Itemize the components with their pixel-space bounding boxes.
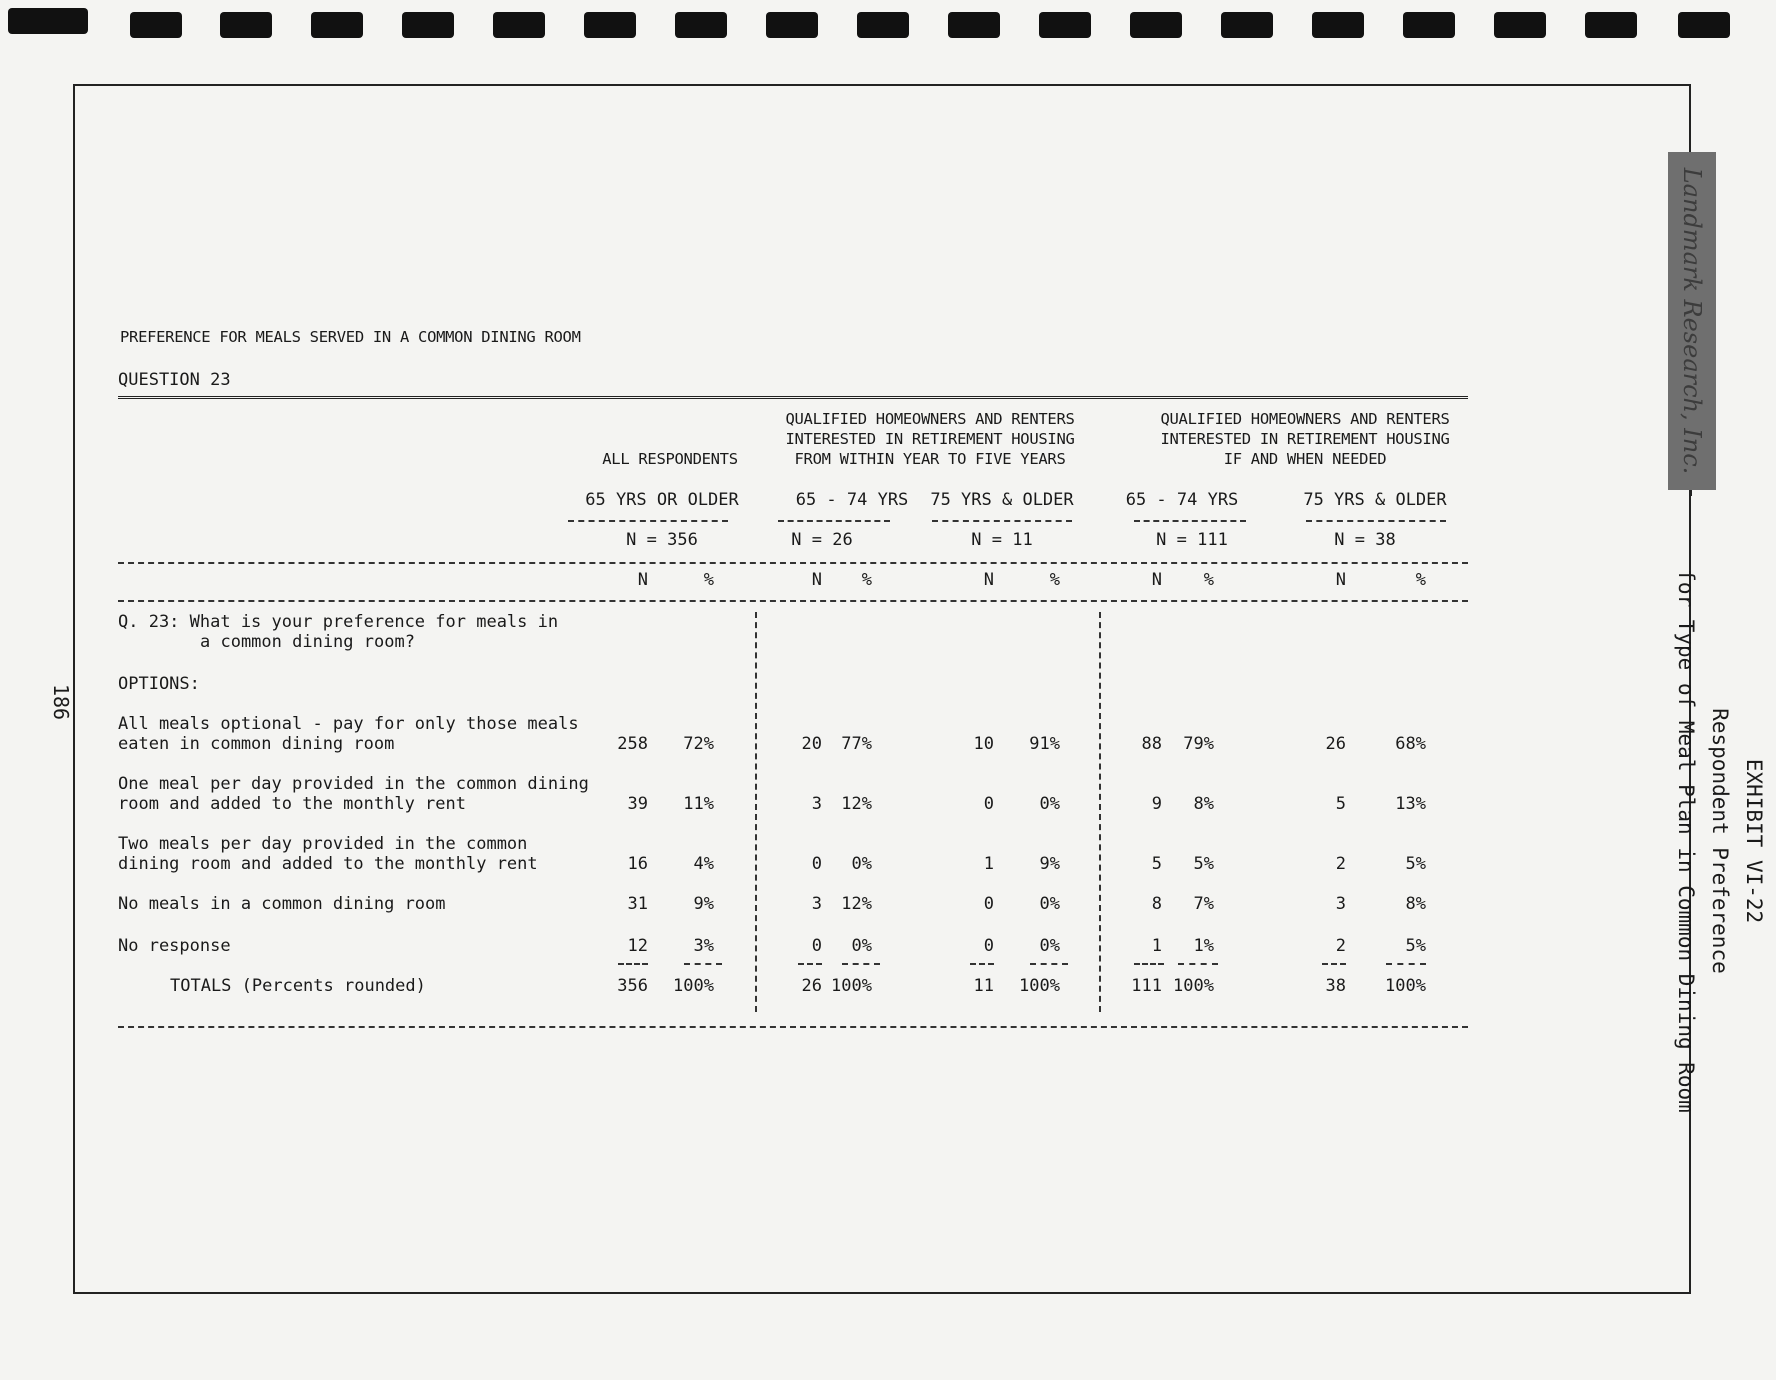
age-header-g1-75-older: 75 YRS & OLDER (930, 490, 1074, 510)
col-header-pct: % (861, 570, 872, 590)
question-label: QUESTION 23 (118, 370, 231, 390)
cell-n: 8 (1151, 894, 1162, 914)
cell-pct: 8% (1193, 794, 1214, 814)
perforation-hole (402, 12, 454, 38)
cell-pct: 1% (1193, 936, 1214, 956)
cell-n: 2 (1335, 854, 1346, 874)
row-label: dining room and added to the monthly rent (118, 854, 538, 874)
group2-header-line-2: INTERESTED IN RETIREMENT HOUSING (1160, 430, 1450, 448)
col-header-n: N (983, 570, 994, 590)
cell-pct: 13% (1395, 794, 1426, 814)
group2-header-line-3: IF AND WHEN NEEDED (1223, 450, 1387, 468)
dashed-rule (118, 600, 1468, 602)
row-label: eaten in common dining room (118, 734, 395, 754)
age-header-all: 65 YRS OR OLDER (585, 490, 739, 510)
cell-n: 12 (627, 936, 648, 956)
cell-n: 10 (973, 734, 994, 754)
n-count-g2-65-74: N = 111 (1156, 530, 1228, 550)
cell-n: 5 (1151, 854, 1162, 874)
page-number: 186 (49, 683, 74, 721)
question-text-line-1: Q. 23: What is your preference for meals in (118, 612, 559, 632)
cell-pct: 7% (1193, 894, 1214, 914)
cell-pct: 0% (851, 854, 872, 874)
perforation-hole (1494, 12, 1546, 38)
cell-pct: 0% (1039, 936, 1060, 956)
cell-n: 39 (627, 794, 648, 814)
perforation-hole (857, 12, 909, 38)
cell-n: 0 (983, 894, 994, 914)
sum-underline (1030, 963, 1068, 965)
cell-n: 31 (627, 894, 648, 914)
cell-pct: 0% (1039, 894, 1060, 914)
cell-n: 258 (617, 734, 648, 754)
sum-underline (1134, 963, 1164, 965)
age-underline (932, 520, 1072, 522)
total-n: 26 (801, 976, 822, 996)
cell-n: 16 (627, 854, 648, 874)
dashed-rule (118, 562, 1468, 564)
cell-n: 1 (983, 854, 994, 874)
group1-header-line-2: INTERESTED IN RETIREMENT HOUSING (785, 430, 1075, 448)
sum-underline (684, 963, 722, 965)
cell-pct: 12% (841, 794, 872, 814)
row-label: Two meals per day provided in the common (118, 834, 528, 854)
cell-pct: 3% (693, 936, 714, 956)
perforation-hole (1039, 12, 1091, 38)
group2-header-line-1: QUALIFIED HOMEOWNERS AND RENTERS (1160, 410, 1450, 428)
cell-n: 5 (1335, 794, 1346, 814)
cell-n: 1 (1151, 936, 1162, 956)
sum-underline (970, 963, 994, 965)
cell-n: 3 (811, 894, 822, 914)
sum-underline (842, 963, 880, 965)
total-n: 356 (617, 976, 648, 996)
cell-n: 0 (983, 794, 994, 814)
cell-n: 3 (811, 794, 822, 814)
n-count-all: N = 356 (626, 530, 698, 550)
total-n: 111 (1131, 976, 1162, 996)
cell-n: 26 (1325, 734, 1346, 754)
total-pct: 100% (673, 976, 714, 996)
total-pct: 100% (1385, 976, 1426, 996)
cell-pct: 5% (1405, 854, 1426, 874)
sum-underline (1178, 963, 1218, 965)
cell-pct: 72% (683, 734, 714, 754)
cell-pct: 79% (1183, 734, 1214, 754)
group1-header-line-3: FROM WITHIN YEAR TO FIVE YEARS (794, 450, 1066, 468)
row-label: No meals in a common dining room (118, 894, 446, 914)
age-header-g2-65-74: 65 - 74 YRS (1125, 490, 1239, 510)
col-header-n: N (1151, 570, 1162, 590)
total-pct: 100% (1019, 976, 1060, 996)
exhibit-title-line-1: Respondent Preference (1708, 708, 1732, 974)
cell-pct: 11% (683, 794, 714, 814)
cell-pct: 5% (1193, 854, 1214, 874)
sum-underline (1322, 963, 1346, 965)
exhibit-number: EXHIBIT VI-22 (1742, 758, 1766, 924)
page-frame (73, 84, 1691, 1294)
cell-n: 0 (983, 936, 994, 956)
total-n: 38 (1325, 976, 1346, 996)
perforation-hole (130, 12, 182, 38)
cell-n: 0 (811, 854, 822, 874)
question-text-line-2: a common dining room? (200, 632, 415, 652)
exhibit-title-line-2: for Type of Meal Plan in Common Dining Room (1674, 569, 1698, 1113)
row-label: All meals optional - pay for only those meals (118, 714, 579, 734)
col-header-n: N (1335, 570, 1346, 590)
cell-pct: 0% (851, 936, 872, 956)
cell-pct: 8% (1405, 894, 1426, 914)
age-underline (568, 520, 728, 522)
cell-pct: 5% (1405, 936, 1426, 956)
perforation-hole (1678, 12, 1730, 38)
perforation-hole (1130, 12, 1182, 38)
row-label: No response (118, 936, 231, 956)
age-header-g1-65-74: 65 - 74 YRS (795, 490, 909, 510)
total-pct: 100% (1173, 976, 1214, 996)
cell-pct: 68% (1395, 734, 1426, 754)
col-header-pct: % (1049, 570, 1060, 590)
cell-n: 0 (811, 936, 822, 956)
exhibit-caption (1669, 561, 1771, 1121)
col-header-pct: % (1415, 570, 1426, 590)
perforation-hole (766, 12, 818, 38)
cell-pct: 9% (1039, 854, 1060, 874)
cell-n: 3 (1335, 894, 1346, 914)
cell-pct: 9% (693, 894, 714, 914)
col-header-n: N (637, 570, 648, 590)
age-header-g2-75-older: 75 YRS & OLDER (1303, 490, 1447, 510)
col-header-pct: % (1203, 570, 1214, 590)
age-underline (778, 520, 890, 522)
cell-n: 20 (801, 734, 822, 754)
cell-pct: 0% (1039, 794, 1060, 814)
cell-n: 2 (1335, 936, 1346, 956)
col-header-n: N (811, 570, 822, 590)
perforation-hole (8, 8, 88, 34)
frame-tick (1690, 490, 1692, 496)
stamp-text: Landmark Research, Inc. (1678, 167, 1706, 475)
totals-label: TOTALS (Percents rounded) (170, 976, 426, 996)
total-pct: 100% (831, 976, 872, 996)
table-title: PREFERENCE FOR MEALS SERVED IN A COMMON DINING ROOM (120, 328, 581, 346)
total-n: 11 (973, 976, 994, 996)
sum-underline (1386, 963, 1426, 965)
perforation-hole (675, 12, 727, 38)
bottom-rule (118, 1026, 1468, 1028)
group1-header-line-1: QUALIFIED HOMEOWNERS AND RENTERS (785, 410, 1075, 428)
cell-pct: 12% (841, 894, 872, 914)
sum-underline (798, 963, 822, 965)
double-rule (118, 396, 1468, 404)
age-underline (1134, 520, 1246, 522)
cell-pct: 4% (693, 854, 714, 874)
perforation-hole (1403, 12, 1455, 38)
cell-pct: 91% (1029, 734, 1060, 754)
perforation-hole (311, 12, 363, 38)
n-count-g2-75-older: N = 38 (1334, 530, 1396, 550)
perforation-strip (0, 12, 1776, 46)
perforation-hole (1312, 12, 1364, 38)
row-label: One meal per day provided in the common dining (118, 774, 589, 794)
age-underline (1306, 520, 1446, 522)
perforation-hole (220, 12, 272, 38)
perforation-hole (584, 12, 636, 38)
row-label: room and added to the monthly rent (118, 794, 466, 814)
perforation-hole (1221, 12, 1273, 38)
n-count-g1-75-older: N = 11 (971, 530, 1033, 550)
side-stamp (1668, 152, 1716, 490)
cell-pct: 77% (841, 734, 872, 754)
col-header-pct: % (703, 570, 714, 590)
perforation-hole (948, 12, 1000, 38)
perforation-hole (1585, 12, 1637, 38)
n-count-g1-65-74: N = 26 (791, 530, 853, 550)
cell-n: 9 (1151, 794, 1162, 814)
options-label: OPTIONS: (118, 674, 200, 694)
perforation-hole (493, 12, 545, 38)
sum-underline (618, 963, 648, 965)
cell-n: 88 (1141, 734, 1162, 754)
all-respondents-header: ALL RESPONDENTS (602, 450, 738, 468)
